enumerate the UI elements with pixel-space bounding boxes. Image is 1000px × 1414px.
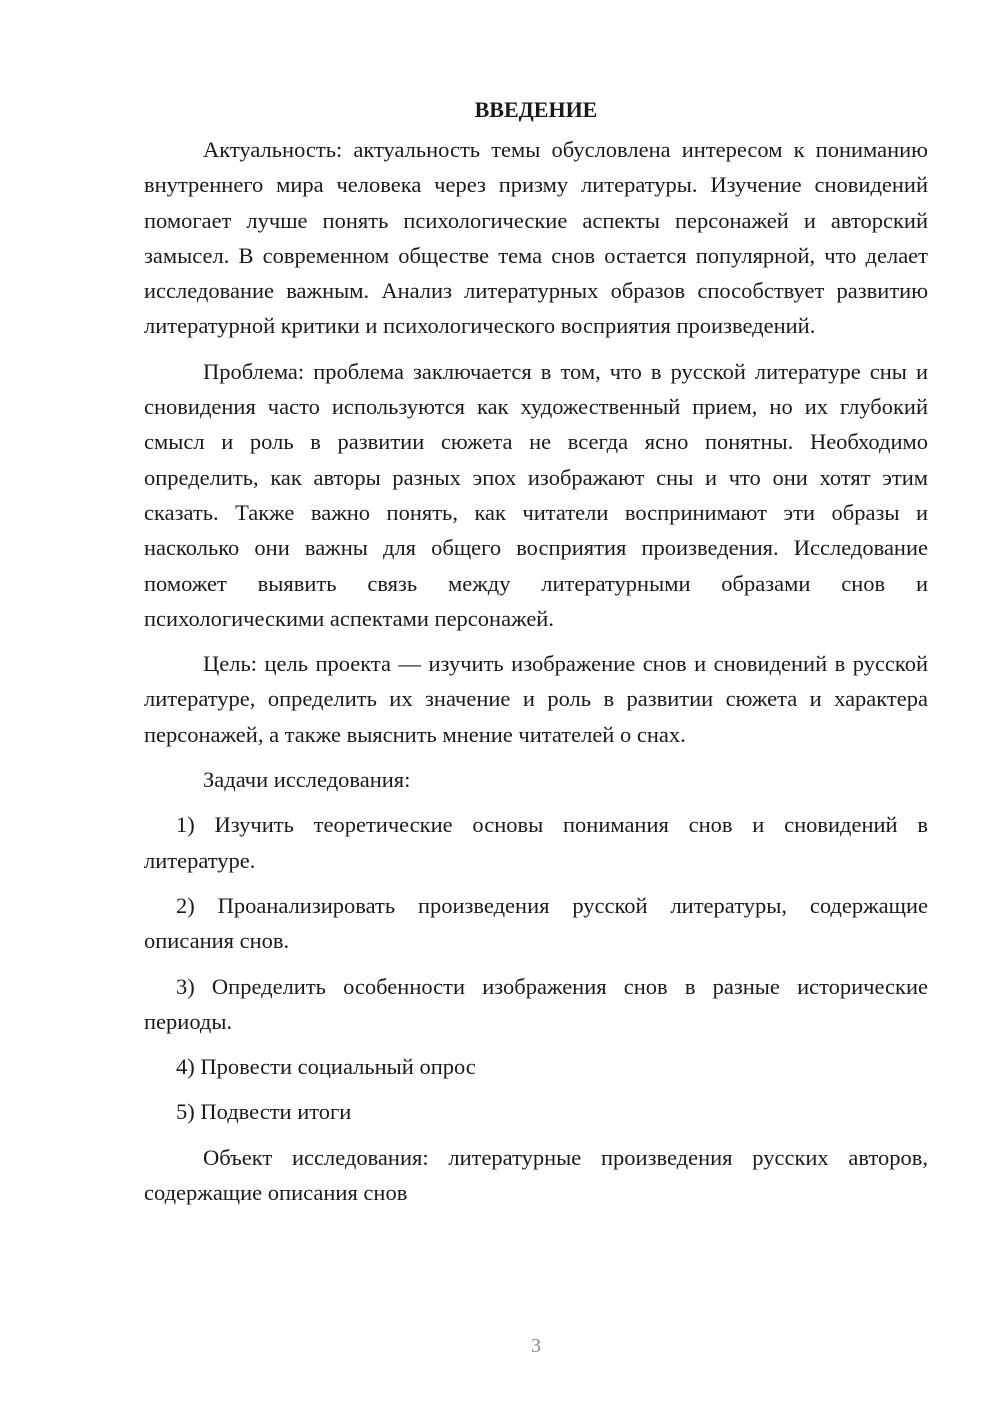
paragraph-object: Объект исследования: литературные произведения русских авторов, содержащие описания снов bbox=[144, 1144, 928, 1206]
paragraph-goal: Цель: цель проекта — изучить изображение снов и сновидений в русской литературе, определить их значение и роль в развитии сюжета и характера персонажей, а также выяснить мнение читателей о снах. bbox=[144, 651, 928, 747]
task-item-4: 4) Провести социальный опрос bbox=[176, 1054, 476, 1080]
page-number: 3 bbox=[531, 1335, 541, 1357]
task-item-5: 5) Подвести итоги bbox=[176, 1099, 352, 1125]
paragraph-problem: Проблема: проблема заключается в том, что в русской литературе сны и сновидения часто используются как художественный прием, но их глубокий смысл и роль в развитии сюжета не всегда ясно понятны. Необходимо определить, как авторы разных эпох изображают сны и что они хотят этим сказать. Также важно понять, как читатели воспринимают эти образы и насколько они важны для общего восприятия произведения. Исследование поможет выявить связь между литературными образами снов и психологическими аспектами персонажей. bbox=[144, 358, 928, 631]
tasks-heading: Задачи исследования: bbox=[203, 767, 411, 793]
section-heading: ВВЕДЕНИЕ bbox=[474, 97, 598, 122]
task-item-3: 3) Определить особенности изображения снов в разные исторические периоды. bbox=[144, 973, 928, 1034]
task-item-2: 2) Проанализировать произведения русской литературы, содержащие описания снов. bbox=[144, 892, 928, 954]
paragraph-relevance: Актуальность: актуальность темы обусловлена интересом к пониманию внутреннего мира человека через призму литературы. Изучение сновидений помогает лучше понять психологические аспекты персонажей и авторский замысел. В современном обществе тема снов остается популярной, что делает исследование важным. Анализ литературных образов способствует развитию литературной критики и психологического восприятия произведений. bbox=[144, 137, 928, 339]
page-content bbox=[144, 94, 928, 1220]
task-item-1: 1) Изучить теоретические основы понимания снов и сновидений в литературе. bbox=[144, 812, 928, 873]
